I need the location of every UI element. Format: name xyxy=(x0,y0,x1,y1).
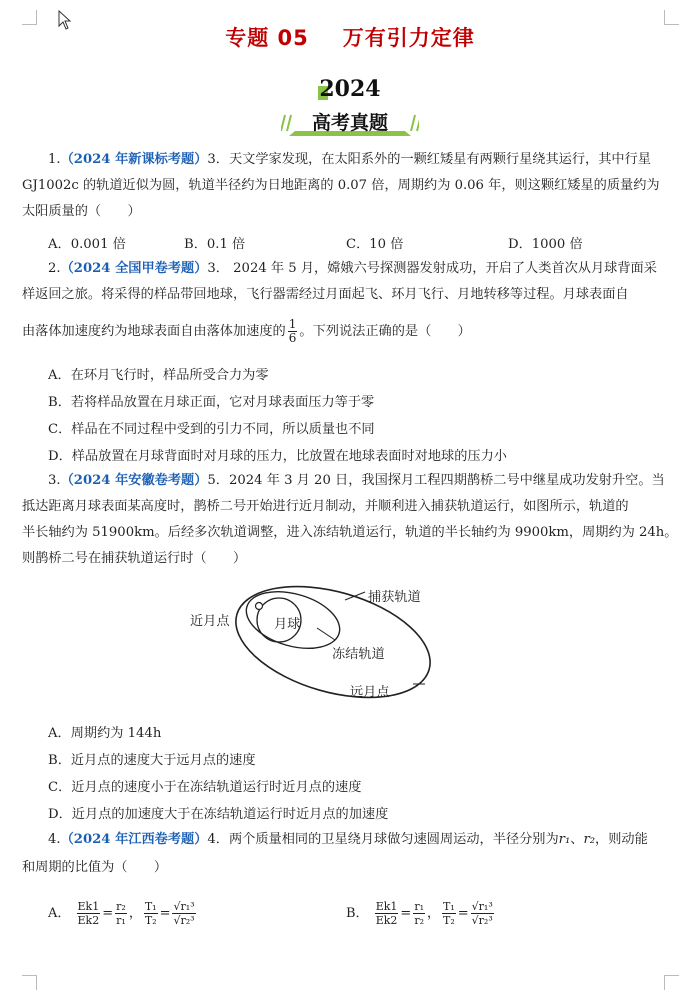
q1-line-1: 1.（2024 年新课标考题）3．天文学家发现，在太阳系外的一颗红矮星有两颗行星绕其运行，其中行星 xyxy=(48,152,651,167)
perilune-point xyxy=(256,603,263,610)
q4-line-2: 和周期的比值为（ ） xyxy=(22,860,168,875)
q3-source: （2024 年安徽卷考题） xyxy=(60,473,208,488)
label-apolune: 远月点 xyxy=(350,685,390,700)
q2-option-b[interactable]: B．若将样品放置在月球正面，它对月球表面压力等于零 xyxy=(48,395,375,410)
q4-source: （2024 年江西卷考题） xyxy=(60,832,208,847)
q3-line-1: 3.（2024 年安徽卷考题）5．2024 年 3 月 20 日，我国探月工程四期鹊桥二号中继星成功发射升空。当 xyxy=(48,473,665,488)
q1-option-a[interactable]: A．0.001 倍 xyxy=(48,237,126,252)
q3-line-4: 则鹊桥二号在捕获轨道运行时（ ） xyxy=(22,551,247,566)
q2-line-3: 由落体加速度约为地球表面自由落体加速度的 $\frac{1}{6}$ 。下列说法正确的是（ ） xyxy=(22,317,471,345)
q2-line-1: 2.（2024 全国甲卷考题）3． 2024 年 5 月，嫦娥六号探测器发射成功，开启了人类首次从月球背面采 xyxy=(48,261,657,276)
banner-label: 高考真题 xyxy=(311,112,388,134)
q3-option-a[interactable]: A．周期约为 144h xyxy=(48,726,162,741)
label-frozen-orbit: 冻结轨道 xyxy=(332,647,385,662)
q1-line-3: 太阳质量的（ ） xyxy=(22,204,141,219)
corner-mark-bl xyxy=(22,975,37,990)
title-topic-name: 万有引力定律 xyxy=(342,26,475,50)
q2-source: （2024 全国甲卷考题） xyxy=(60,261,208,276)
q4-option-a[interactable]: A． $\frac{Ek1}{Ek2}$ = $\frac{\text{r₂}}{\text{r₁}}$ ， $\frac{\text{T₁}}{\text{T₂}}$ = $\frac{\text{√r₁³}}{\text{√r₂³}}$ xyxy=(48,900,195,927)
q4-line-1: 4.（2024 年江西卷考题）4．两个质量相同的卫星绕月球做匀速圆周运动，半径分别为r₁、r₂，则动能 xyxy=(48,832,648,847)
year-heading: 2024 xyxy=(319,76,381,102)
q3-option-d[interactable]: D．近月点的加速度大于在冻结轨道运行时近月点的加速度 xyxy=(48,807,389,822)
corner-mark-br xyxy=(664,975,679,990)
q2-line-2: 样返回之旅。将采得的样品带回地球，飞行器需经过月面起飞、环月飞行、月地转移等过程。月球表面自 xyxy=(22,287,629,302)
q1-option-d[interactable]: D．1000 倍 xyxy=(508,237,583,252)
q1-option-b[interactable]: B．0.1 倍 xyxy=(184,237,246,252)
q2-option-c[interactable]: C．样品在不同过程中受到的引力不同，所以质量也不同 xyxy=(48,422,375,437)
label-moon: 月球 xyxy=(274,617,301,632)
q1-source: （2024 年新课标考题） xyxy=(60,152,208,167)
title-topic-number: 专题 05 xyxy=(225,26,309,50)
page-title xyxy=(0,22,700,52)
q2-fraction: $\frac{1}{6}$ xyxy=(288,317,297,345)
q1-option-c[interactable]: C．10 倍 xyxy=(346,237,404,252)
q1-line-2: GJ1002c 的轨道近似为圆，轨道半径约为日地距离的 0.07 倍，周期约为 0.06 年，则这颗红矮星的质量约为 xyxy=(22,178,660,193)
q2-option-a[interactable]: A．在环月飞行时，样品所受合力为零 xyxy=(48,368,269,383)
q3-line-3: 半长轴约为 51900km。后经多次轨道调整，进入冻结轨道运行，轨道的半长轴约为 9900km，周期约为 24h。 xyxy=(22,525,678,540)
label-perilune: 近月点 xyxy=(190,614,230,629)
q3-option-c[interactable]: C．近月点的速度小于在冻结轨道运行时近月点的速度 xyxy=(48,780,362,795)
q3-line-2: 抵达距离月球表面某高度时，鹊桥二号开始进行近月制动，并顺利进入捕获轨道运行，如图所示，轨道的 xyxy=(22,499,629,514)
q2-option-d[interactable]: D．样品放置在月球背面时对月球的压力，比放置在地球表面时对地球的压力小 xyxy=(48,449,507,464)
q4-option-b[interactable]: B． $\frac{Ek1}{Ek2}$ = $\frac{\text{r₁}}{\text{r₂}}$ ， $\frac{\text{T₁}}{\text{T₂}}$ = $\frac{\text{√r₁³}}{\text{√r₂³}}$ xyxy=(346,900,493,927)
q3-option-b[interactable]: B．近月点的速度大于远月点的速度 xyxy=(48,753,256,768)
label-capture-orbit: 捕获轨道 xyxy=(368,590,421,605)
